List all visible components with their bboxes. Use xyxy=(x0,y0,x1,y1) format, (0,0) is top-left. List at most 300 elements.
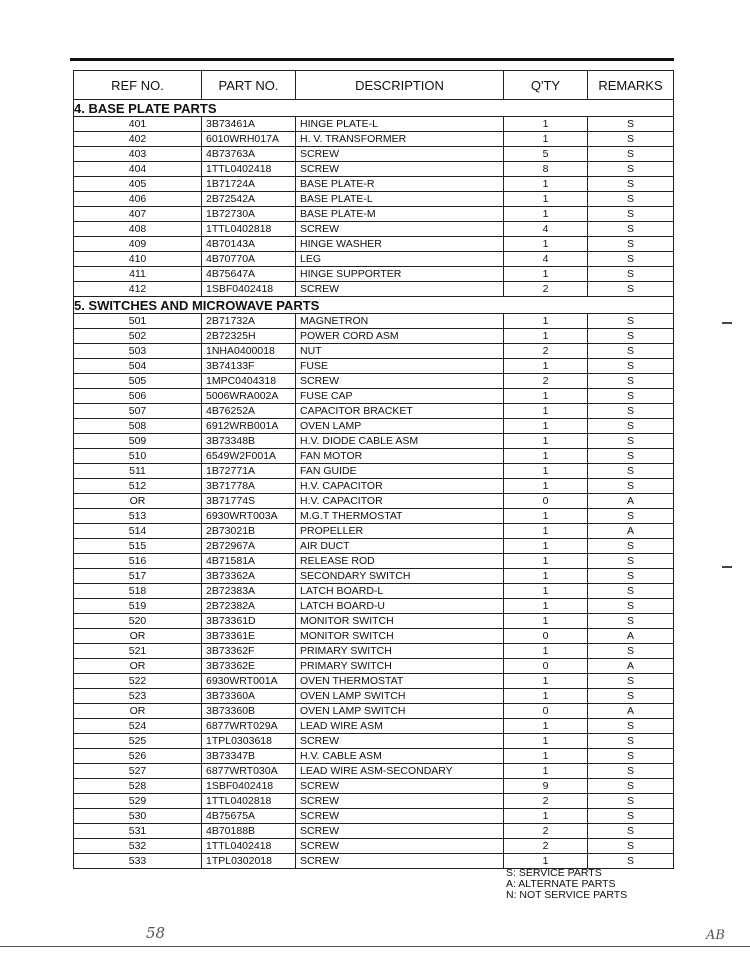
part-no-cell: 3B73360A xyxy=(202,689,296,704)
qty-cell: 1 xyxy=(504,554,588,569)
table-row xyxy=(74,689,674,704)
qty-cell: 2 xyxy=(504,824,588,839)
qty-cell: 1 xyxy=(504,132,588,147)
ref-no-cell: 405 xyxy=(74,177,202,192)
remarks-cell: S xyxy=(588,479,674,494)
qty-cell: 2 xyxy=(504,344,588,359)
ref-no-cell: OR xyxy=(74,629,202,644)
part-no-cell: 2B71732A xyxy=(202,314,296,329)
description-cell: H.V. CAPACITOR xyxy=(296,494,504,509)
remarks-cell: S xyxy=(588,329,674,344)
ref-no-cell: 512 xyxy=(74,479,202,494)
part-no-cell: 1SBF0402418 xyxy=(202,282,296,297)
qty-cell: 1 xyxy=(504,314,588,329)
description-cell: OVEN LAMP SWITCH xyxy=(296,689,504,704)
qty-cell: 4 xyxy=(504,222,588,237)
part-no-cell: 1B72771A xyxy=(202,464,296,479)
part-no-cell: 2B72967A xyxy=(202,539,296,554)
remarks-cell: S xyxy=(588,449,674,464)
part-no-cell: 3B73361E xyxy=(202,629,296,644)
qty-cell: 1 xyxy=(504,389,588,404)
ref-no-cell: 514 xyxy=(74,524,202,539)
table-row xyxy=(74,389,674,404)
ref-no-cell: 511 xyxy=(74,464,202,479)
ref-no-cell: 532 xyxy=(74,839,202,854)
qty-cell: 8 xyxy=(504,162,588,177)
part-no-cell: 1TPL0302018 xyxy=(202,854,296,869)
header-part-no: PART NO. xyxy=(202,71,296,100)
remarks-cell: S xyxy=(588,282,674,297)
ref-no-cell: 407 xyxy=(74,207,202,222)
description-cell: HINGE WASHER xyxy=(296,237,504,252)
part-no-cell: 6877WRT029A xyxy=(202,719,296,734)
ref-no-cell: OR xyxy=(74,659,202,674)
remarks-cell: S xyxy=(588,464,674,479)
remarks-cell: S xyxy=(588,132,674,147)
table-row xyxy=(74,749,674,764)
description-cell: PRIMARY SWITCH xyxy=(296,644,504,659)
part-no-cell: 6912WRB001A xyxy=(202,419,296,434)
parts-table-body xyxy=(74,100,674,869)
table-row xyxy=(74,344,674,359)
remarks-cell: S xyxy=(588,809,674,824)
description-cell: SCREW xyxy=(296,794,504,809)
ref-no-cell: 409 xyxy=(74,237,202,252)
ref-no-cell: 412 xyxy=(74,282,202,297)
table-row xyxy=(74,764,674,779)
part-no-cell: 1TPL0303618 xyxy=(202,734,296,749)
margin-tick-mark xyxy=(722,566,732,568)
qty-cell: 1 xyxy=(504,359,588,374)
ref-no-cell: 527 xyxy=(74,764,202,779)
table-row xyxy=(74,704,674,719)
qty-cell: 2 xyxy=(504,839,588,854)
qty-cell: 1 xyxy=(504,177,588,192)
description-cell: SCREW xyxy=(296,222,504,237)
ref-no-cell: 502 xyxy=(74,329,202,344)
part-no-cell: 3B71778A xyxy=(202,479,296,494)
part-no-cell: 4B75647A xyxy=(202,267,296,282)
table-header-row xyxy=(74,71,674,100)
qty-cell: 0 xyxy=(504,659,588,674)
qty-cell: 0 xyxy=(504,704,588,719)
remarks-cell: S xyxy=(588,569,674,584)
remarks-cell: S xyxy=(588,192,674,207)
description-cell: SCREW xyxy=(296,779,504,794)
ref-no-cell: 403 xyxy=(74,147,202,162)
remarks-cell: S xyxy=(588,404,674,419)
qty-cell: 1 xyxy=(504,267,588,282)
qty-cell: 1 xyxy=(504,749,588,764)
part-no-cell: 1SBF0402418 xyxy=(202,779,296,794)
part-no-cell: 2B72542A xyxy=(202,192,296,207)
table-row xyxy=(74,614,674,629)
qty-cell: 1 xyxy=(504,734,588,749)
qty-cell: 1 xyxy=(504,614,588,629)
table-row xyxy=(74,734,674,749)
table-row xyxy=(74,449,674,464)
description-cell: H. V. TRANSFORMER xyxy=(296,132,504,147)
header-qty: Q'TY xyxy=(504,71,588,100)
header-description: DESCRIPTION xyxy=(296,71,504,100)
table-row xyxy=(74,599,674,614)
qty-cell: 0 xyxy=(504,629,588,644)
table-row xyxy=(74,479,674,494)
description-cell: NUT xyxy=(296,344,504,359)
section-header-row xyxy=(74,100,674,117)
table-row xyxy=(74,117,674,132)
qty-cell: 1 xyxy=(504,509,588,524)
remarks-legend xyxy=(506,868,627,901)
part-no-cell: 6930WRT003A xyxy=(202,509,296,524)
remarks-cell: S xyxy=(588,644,674,659)
part-no-cell: 1TTL0402818 xyxy=(202,794,296,809)
part-no-cell: 4B70770A xyxy=(202,252,296,267)
qty-cell: 2 xyxy=(504,374,588,389)
description-cell: RELEASE ROD xyxy=(296,554,504,569)
table-row xyxy=(74,252,674,267)
bottom-rule xyxy=(0,946,750,947)
qty-cell: 1 xyxy=(504,719,588,734)
table-row xyxy=(74,329,674,344)
remarks-cell: S xyxy=(588,764,674,779)
part-no-cell: 3B73461A xyxy=(202,117,296,132)
description-cell: SECONDARY SWITCH xyxy=(296,569,504,584)
part-no-cell: 1TTL0402418 xyxy=(202,162,296,177)
ref-no-cell: 507 xyxy=(74,404,202,419)
description-cell: OVEN THERMOSTAT xyxy=(296,674,504,689)
table-row xyxy=(74,719,674,734)
description-cell: OVEN LAMP SWITCH xyxy=(296,704,504,719)
ref-no-cell: 529 xyxy=(74,794,202,809)
description-cell: PRIMARY SWITCH xyxy=(296,659,504,674)
part-no-cell: 6549W2F001A xyxy=(202,449,296,464)
table-row xyxy=(74,404,674,419)
ref-no-cell: 528 xyxy=(74,779,202,794)
legend-service-parts: S: SERVICE PARTS xyxy=(506,867,602,879)
table-row xyxy=(74,824,674,839)
table-row xyxy=(74,524,674,539)
qty-cell: 1 xyxy=(504,539,588,554)
ref-no-cell: 509 xyxy=(74,434,202,449)
ref-no-cell: 517 xyxy=(74,569,202,584)
remarks-cell: S xyxy=(588,314,674,329)
table-row xyxy=(74,222,674,237)
description-cell: CAPACITOR BRACKET xyxy=(296,404,504,419)
qty-cell: 1 xyxy=(504,854,588,869)
ref-no-cell: 515 xyxy=(74,539,202,554)
qty-cell: 1 xyxy=(504,524,588,539)
ref-no-cell: 503 xyxy=(74,344,202,359)
table-row xyxy=(74,147,674,162)
description-cell: LEG xyxy=(296,252,504,267)
qty-cell: 1 xyxy=(504,449,588,464)
remarks-cell: S xyxy=(588,222,674,237)
description-cell: H.V. DIODE CABLE ASM xyxy=(296,434,504,449)
description-cell: SCREW xyxy=(296,839,504,854)
remarks-cell: S xyxy=(588,359,674,374)
description-cell: M.G.T THERMOSTAT xyxy=(296,509,504,524)
table-row xyxy=(74,359,674,374)
ref-no-cell: 518 xyxy=(74,584,202,599)
ref-no-cell: 501 xyxy=(74,314,202,329)
remarks-cell: S xyxy=(588,374,674,389)
ref-no-cell: 404 xyxy=(74,162,202,177)
qty-cell: 1 xyxy=(504,689,588,704)
remarks-cell: A xyxy=(588,494,674,509)
description-cell: SCREW xyxy=(296,282,504,297)
description-cell: SCREW xyxy=(296,147,504,162)
section-title: 5. SWITCHES AND MICROWAVE PARTS xyxy=(74,297,674,314)
description-cell: MONITOR SWITCH xyxy=(296,629,504,644)
part-no-cell: 4B70188B xyxy=(202,824,296,839)
ref-no-cell: 504 xyxy=(74,359,202,374)
ref-no-cell: 533 xyxy=(74,854,202,869)
table-row xyxy=(74,132,674,147)
remarks-cell: A xyxy=(588,524,674,539)
qty-cell: 2 xyxy=(504,794,588,809)
description-cell: OVEN LAMP xyxy=(296,419,504,434)
ref-no-cell: 523 xyxy=(74,689,202,704)
remarks-cell: S xyxy=(588,147,674,162)
ref-no-cell: 524 xyxy=(74,719,202,734)
ref-no-cell: 516 xyxy=(74,554,202,569)
table-row xyxy=(74,419,674,434)
remarks-cell: S xyxy=(588,599,674,614)
ref-no-cell: 526 xyxy=(74,749,202,764)
qty-cell: 1 xyxy=(504,192,588,207)
qty-cell: 1 xyxy=(504,644,588,659)
part-no-cell: 6930WRT001A xyxy=(202,674,296,689)
part-no-cell: 6877WRT030A xyxy=(202,764,296,779)
remarks-cell: S xyxy=(588,237,674,252)
remarks-cell: S xyxy=(588,389,674,404)
part-no-cell: 3B73361D xyxy=(202,614,296,629)
ref-no-cell: 411 xyxy=(74,267,202,282)
table-row xyxy=(74,207,674,222)
description-cell: LEAD WIRE ASM xyxy=(296,719,504,734)
qty-cell: 1 xyxy=(504,237,588,252)
remarks-cell: S xyxy=(588,554,674,569)
description-cell: FAN MOTOR xyxy=(296,449,504,464)
part-no-cell: 3B71774S xyxy=(202,494,296,509)
table-row xyxy=(74,434,674,449)
part-no-cell: 4B75675A xyxy=(202,809,296,824)
remarks-cell: S xyxy=(588,824,674,839)
legend-not-service-parts: N: NOT SERVICE PARTS xyxy=(506,889,628,901)
qty-cell: 1 xyxy=(504,117,588,132)
table-row xyxy=(74,494,674,509)
corner-handwritten-mark: AB xyxy=(706,928,725,943)
remarks-cell: S xyxy=(588,539,674,554)
qty-cell: 2 xyxy=(504,282,588,297)
table-row xyxy=(74,674,674,689)
remarks-cell: S xyxy=(588,584,674,599)
description-cell: H.V. CAPACITOR xyxy=(296,479,504,494)
qty-cell: 1 xyxy=(504,419,588,434)
ref-no-cell: 525 xyxy=(74,734,202,749)
section-header-row xyxy=(74,297,674,314)
description-cell: AIR DUCT xyxy=(296,539,504,554)
remarks-cell: S xyxy=(588,749,674,764)
part-no-cell: 4B71581A xyxy=(202,554,296,569)
ref-no-cell: 408 xyxy=(74,222,202,237)
header-ref-no: REF NO. xyxy=(74,71,202,100)
qty-cell: 1 xyxy=(504,584,588,599)
table-row xyxy=(74,237,674,252)
description-cell: PROPELLER xyxy=(296,524,504,539)
part-no-cell: 3B73362A xyxy=(202,569,296,584)
description-cell: MONITOR SWITCH xyxy=(296,614,504,629)
ref-no-cell: 513 xyxy=(74,509,202,524)
qty-cell: 4 xyxy=(504,252,588,267)
remarks-cell: S xyxy=(588,719,674,734)
description-cell: FUSE CAP xyxy=(296,389,504,404)
description-cell: SCREW xyxy=(296,809,504,824)
ref-no-cell: 505 xyxy=(74,374,202,389)
qty-cell: 1 xyxy=(504,809,588,824)
part-no-cell: 4B73763A xyxy=(202,147,296,162)
table-row xyxy=(74,629,674,644)
part-no-cell: 2B72325H xyxy=(202,329,296,344)
part-no-cell: 2B72383A xyxy=(202,584,296,599)
ref-no-cell: 401 xyxy=(74,117,202,132)
part-no-cell: 1B71724A xyxy=(202,177,296,192)
qty-cell: 1 xyxy=(504,434,588,449)
remarks-cell: S xyxy=(588,689,674,704)
qty-cell: 1 xyxy=(504,674,588,689)
qty-cell: 1 xyxy=(504,329,588,344)
table-row xyxy=(74,779,674,794)
table-row xyxy=(74,374,674,389)
remarks-cell: A xyxy=(588,629,674,644)
legend-alternate-parts: A: ALTERNATE PARTS xyxy=(506,878,616,890)
qty-cell: 1 xyxy=(504,464,588,479)
description-cell: LATCH BOARD-U xyxy=(296,599,504,614)
ref-no-cell: 531 xyxy=(74,824,202,839)
parts-table xyxy=(73,70,674,869)
qty-cell: 0 xyxy=(504,494,588,509)
table-row xyxy=(74,809,674,824)
table-row xyxy=(74,839,674,854)
remarks-cell: S xyxy=(588,509,674,524)
ref-no-cell: 508 xyxy=(74,419,202,434)
ref-no-cell: 410 xyxy=(74,252,202,267)
qty-cell: 1 xyxy=(504,599,588,614)
part-no-cell: 3B73362E xyxy=(202,659,296,674)
table-row xyxy=(74,177,674,192)
remarks-cell: S xyxy=(588,267,674,282)
remarks-cell: S xyxy=(588,207,674,222)
description-cell: HINGE PLATE-L xyxy=(296,117,504,132)
remarks-cell: A xyxy=(588,659,674,674)
remarks-cell: S xyxy=(588,614,674,629)
remarks-cell: S xyxy=(588,734,674,749)
qty-cell: 1 xyxy=(504,479,588,494)
remarks-cell: S xyxy=(588,177,674,192)
ref-no-cell: 402 xyxy=(74,132,202,147)
remarks-cell: S xyxy=(588,779,674,794)
description-cell: SCREW xyxy=(296,374,504,389)
table-row xyxy=(74,162,674,177)
part-no-cell: 3B74133F xyxy=(202,359,296,374)
ref-no-cell: OR xyxy=(74,704,202,719)
page-number: 58 xyxy=(146,924,166,942)
header-remarks: REMARKS xyxy=(588,71,674,100)
remarks-cell: S xyxy=(588,839,674,854)
part-no-cell: 4B76252A xyxy=(202,404,296,419)
description-cell: MAGNETRON xyxy=(296,314,504,329)
qty-cell: 1 xyxy=(504,764,588,779)
ref-no-cell: 522 xyxy=(74,674,202,689)
ref-no-cell: 521 xyxy=(74,644,202,659)
description-cell: LATCH BOARD-L xyxy=(296,584,504,599)
table-row xyxy=(74,509,674,524)
part-no-cell: 1TTL0402418 xyxy=(202,839,296,854)
qty-cell: 1 xyxy=(504,569,588,584)
qty-cell: 9 xyxy=(504,779,588,794)
top-rule xyxy=(70,58,674,61)
part-no-cell: 1NHA0400018 xyxy=(202,344,296,359)
ref-no-cell: 520 xyxy=(74,614,202,629)
ref-no-cell: 510 xyxy=(74,449,202,464)
remarks-cell: S xyxy=(588,419,674,434)
part-no-cell: 1TTL0402818 xyxy=(202,222,296,237)
description-cell: HINGE SUPPORTER xyxy=(296,267,504,282)
table-row xyxy=(74,282,674,297)
description-cell: BASE PLATE-R xyxy=(296,177,504,192)
description-cell: H.V. CABLE ASM xyxy=(296,749,504,764)
part-no-cell: 3B73362F xyxy=(202,644,296,659)
table-row xyxy=(74,794,674,809)
part-no-cell: 6010WRH017A xyxy=(202,132,296,147)
remarks-cell: S xyxy=(588,854,674,869)
description-cell: FUSE xyxy=(296,359,504,374)
remarks-cell: S xyxy=(588,117,674,132)
description-cell: BASE PLATE-M xyxy=(296,207,504,222)
part-no-cell: 2B72382A xyxy=(202,599,296,614)
remarks-cell: S xyxy=(588,674,674,689)
description-cell: SCREW xyxy=(296,854,504,869)
table-row xyxy=(74,539,674,554)
table-row xyxy=(74,659,674,674)
qty-cell: 5 xyxy=(504,147,588,162)
part-no-cell: 1MPC0404318 xyxy=(202,374,296,389)
description-cell: LEAD WIRE ASM-SECONDARY xyxy=(296,764,504,779)
ref-no-cell: 530 xyxy=(74,809,202,824)
ref-no-cell: OR xyxy=(74,494,202,509)
qty-cell: 1 xyxy=(504,404,588,419)
ref-no-cell: 506 xyxy=(74,389,202,404)
part-no-cell: 3B73348B xyxy=(202,434,296,449)
table-row xyxy=(74,644,674,659)
remarks-cell: S xyxy=(588,252,674,267)
table-row xyxy=(74,569,674,584)
part-no-cell: 1B72730A xyxy=(202,207,296,222)
description-cell: SCREW xyxy=(296,824,504,839)
table-row xyxy=(74,464,674,479)
table-row xyxy=(74,267,674,282)
remarks-cell: S xyxy=(588,162,674,177)
table-row xyxy=(74,192,674,207)
part-no-cell: 3B73347B xyxy=(202,749,296,764)
description-cell: BASE PLATE-L xyxy=(296,192,504,207)
qty-cell: 1 xyxy=(504,207,588,222)
ref-no-cell: 519 xyxy=(74,599,202,614)
table-row xyxy=(74,554,674,569)
table-row xyxy=(74,314,674,329)
description-cell: SCREW xyxy=(296,162,504,177)
